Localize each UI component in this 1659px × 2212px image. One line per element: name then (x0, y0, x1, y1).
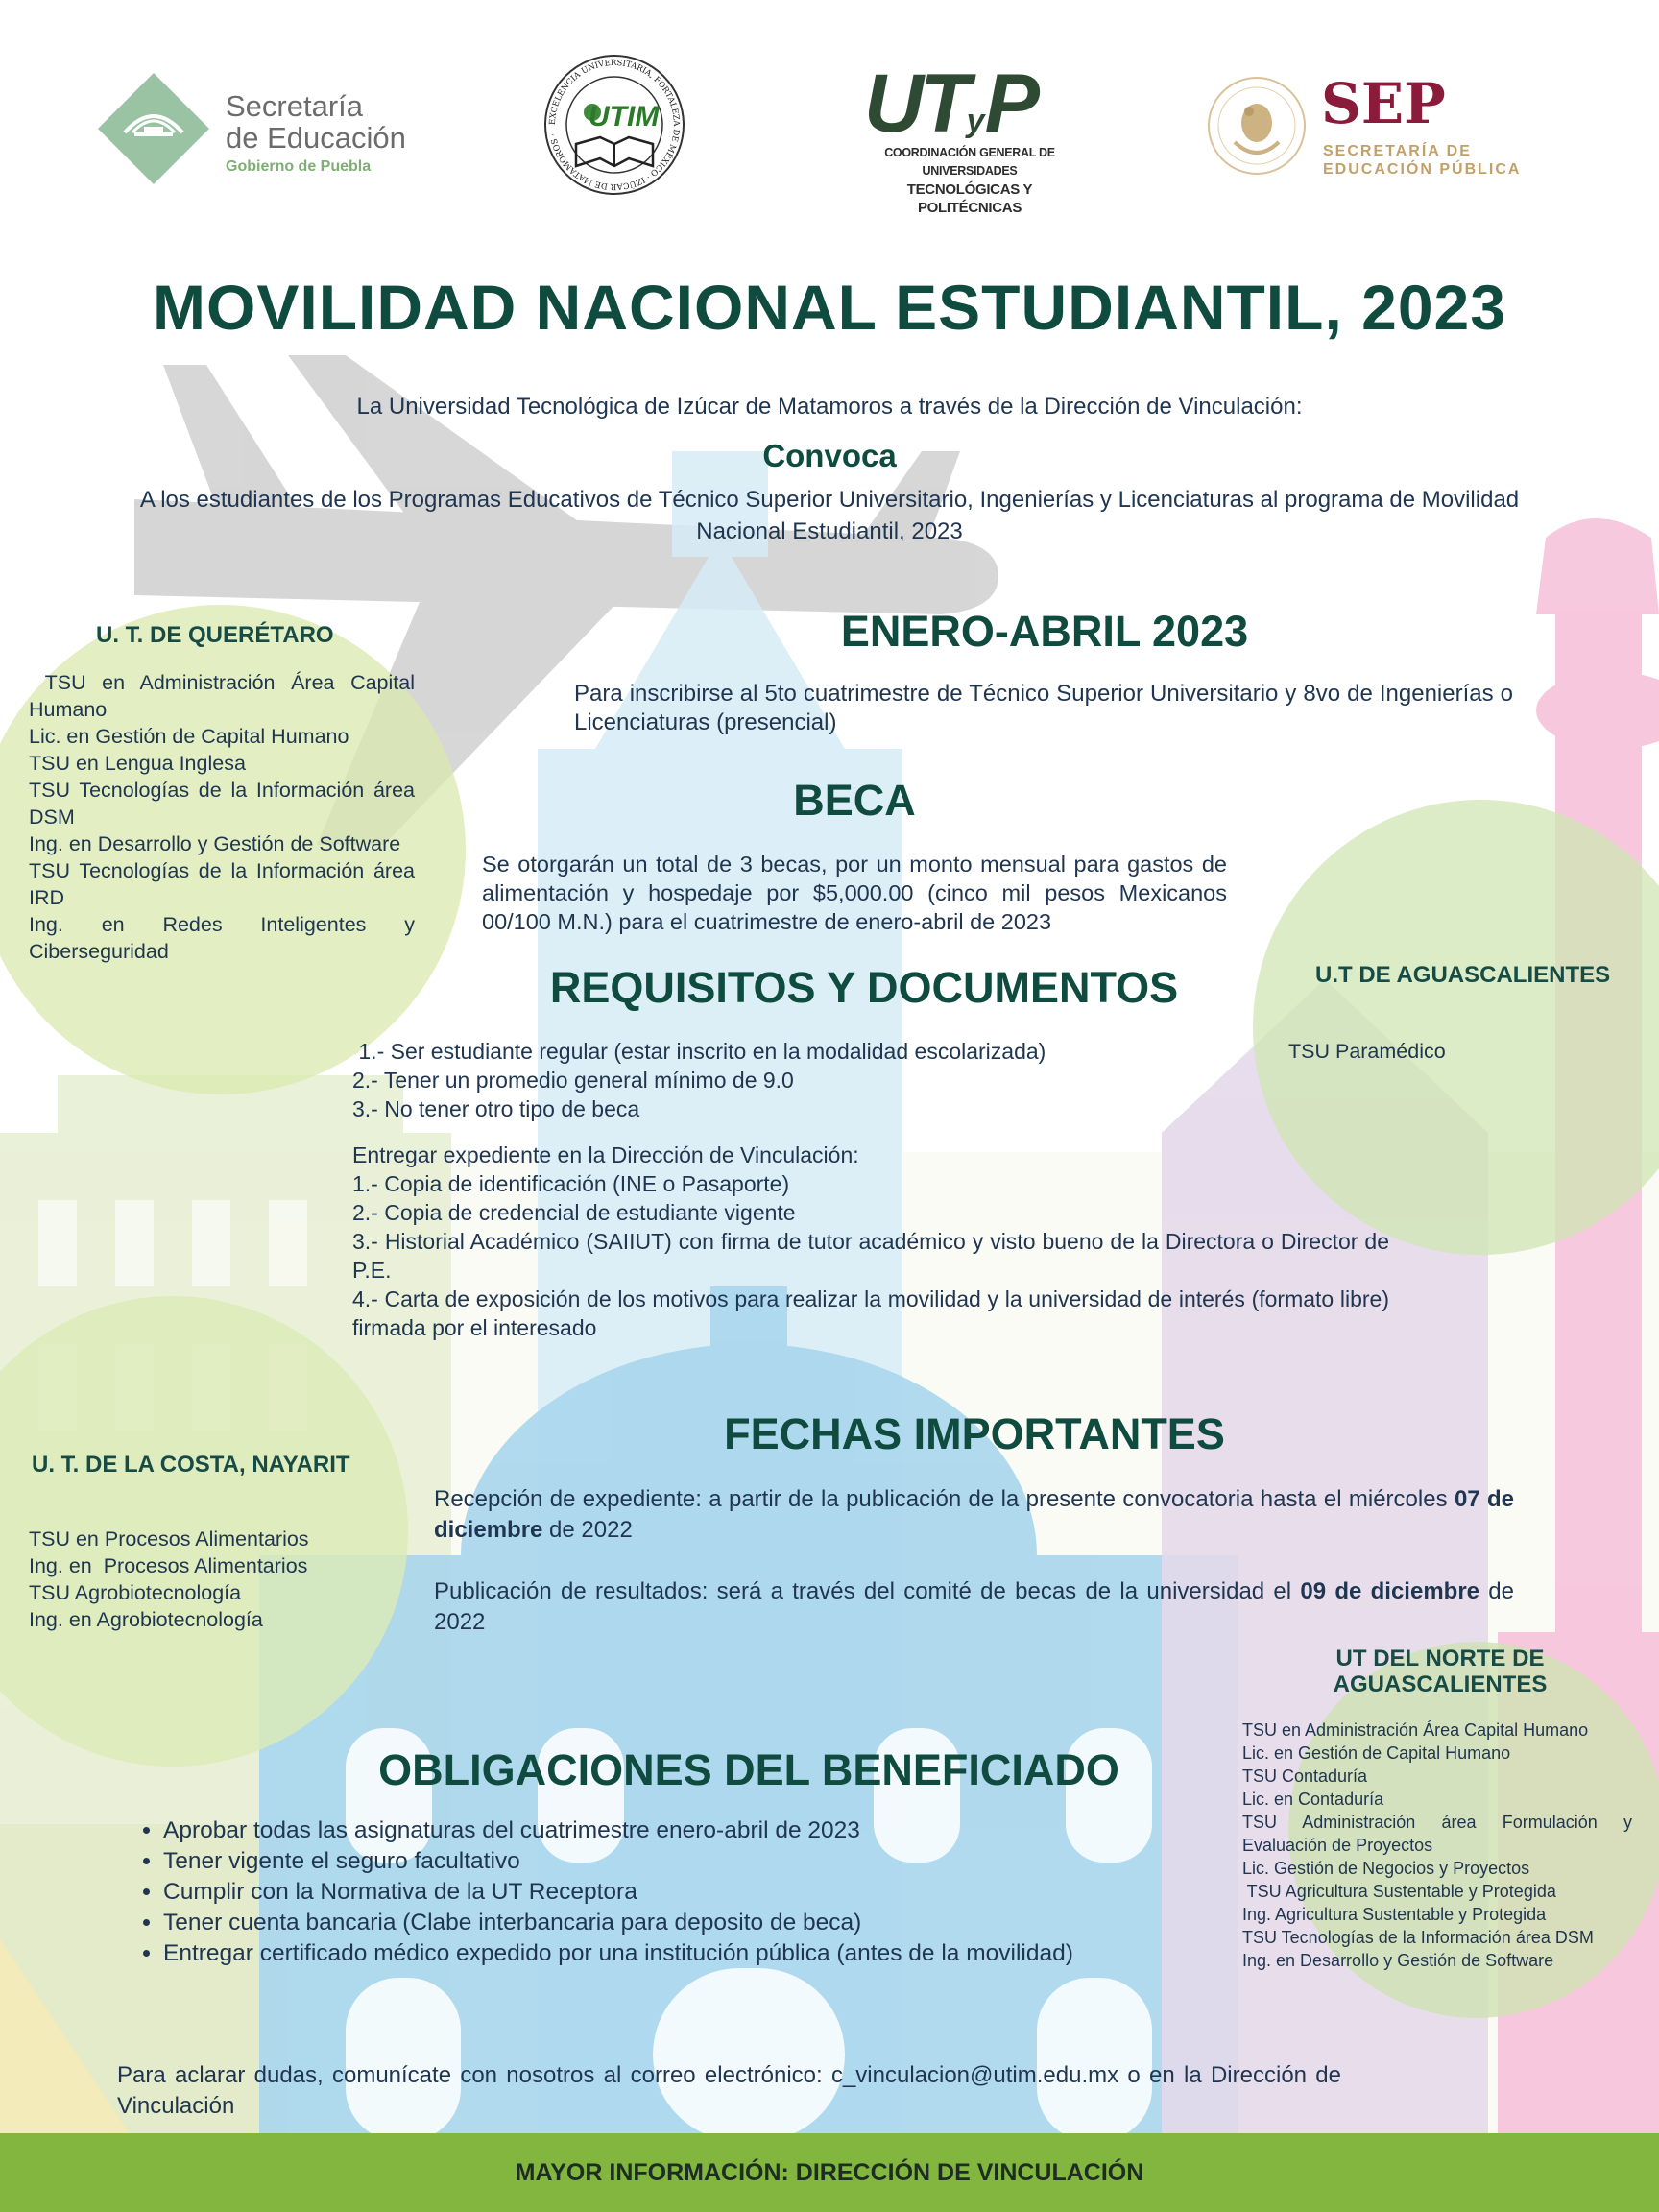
periodo-heading: ENERO-ABRIL 2023 (840, 607, 1249, 656)
sep-wordmark: SEP (1321, 71, 1446, 136)
sep-line1: SECRETARÍA DE (1323, 143, 1472, 159)
norte-heading-line1: UT DEL NORTE DE (1335, 1646, 1545, 1671)
obligacion-item: • Cumplir con la Normativa de la UT Receptora (163, 1877, 1210, 1908)
program-item: Ing. en Redes Inteligentes y Ciberseguridad (29, 913, 415, 963)
documento-item: 4.- Carta de exposición de los motivos para realizar la movilidad y la universidad de interés (formato libre) firmada por el interesado (352, 1286, 1389, 1340)
program-item: Ing. en Procesos Alimentarios (29, 1554, 308, 1577)
obligacion-item: • Tener cuenta bancaria (Clabe interbancaria para deposito de beca) (163, 1908, 1210, 1938)
program-item: TSU Contaduría (1242, 1767, 1368, 1786)
program-item: Lic. Gestión de Negocios y Proyectos (1242, 1859, 1530, 1878)
logo-secretaria-line3: Gobierno de Puebla (226, 158, 372, 175)
program-item: Ing. en Agrobiotecnología (29, 1608, 263, 1631)
norte-aguascalientes-heading (1277, 1646, 1603, 1697)
utim-ring-text: EXCELENCIA UNIVERSITARIA, FORTALEZA DE MÉXICO · IZÚCAR DE MATAMOROS · (547, 58, 682, 192)
documento-item: 3.- Historial Académico (SAIIUT) con firma de tutor académico y visto bueno de la Directora o Director de P.E. (352, 1229, 1389, 1283)
utyp-line1: COORDINACIÓN GENERAL DE UNIVERSIDADES (884, 146, 1055, 178)
nayarit-programs (29, 1526, 394, 1633)
program-item: Ing. en Desarrollo y Gestión de Software (1242, 1951, 1554, 1970)
documento-item: 1.- Copia de identificación (INE o Pasaporte) (352, 1171, 790, 1196)
program-item: TSU Tecnologías de la Información área DSM (29, 779, 415, 829)
norte-heading-line2: AGUASCALIENTES (1333, 1671, 1548, 1697)
obligacion-item: • Aprobar todas las asignaturas del cuatrimestre enero-abril de 2023 (163, 1815, 1210, 1846)
program-item: TSU Agrobiotecnología (29, 1581, 242, 1604)
page-title: MOVILIDAD NACIONAL ESTUDIANTIL, 2023 (153, 272, 1506, 343)
obligacion-item: • Entregar certificado médico expedido por una institución pública (antes de la movilidad) (163, 1938, 1210, 1969)
convoca-heading: Convoca (762, 438, 897, 473)
obligacion-item: • Tener vigente el seguro facultativo (163, 1846, 1210, 1877)
publicacion-text: Publicación de resultados: será a través del comité de becas de la universidad el (434, 1578, 1301, 1604)
program-item: TSU en Administración Área Capital Humano (29, 671, 421, 721)
program-item: TSU Agricultura Sustentable y Protegida (1242, 1882, 1556, 1901)
utyp-wordmark-y: y (966, 103, 985, 139)
logo-utyp (845, 58, 1094, 216)
recepcion-text: Recepción de expediente: a partir de la publicación de la presente convocatoria hasta el miércoles (434, 1486, 1455, 1512)
logo-sep (1206, 71, 1523, 180)
requisito-item: 2.- Tener un promedio general mínimo de 9.0 (352, 1068, 794, 1093)
queretaro-programs (29, 669, 421, 965)
expediente-intro: Entregar expediente en la Dirección de Vinculación: (352, 1142, 859, 1167)
nayarit-heading: U. T. DE LA COSTA, NAYARIT (32, 1452, 350, 1478)
queretaro-heading: U. T. DE QUERÉTARO (96, 622, 334, 648)
footer-text: MAYOR INFORMACIÓN: DIRECCIÓN DE VINCULACIÓN (515, 2159, 1144, 2186)
requisito-item: 1.- Ser estudiante regular (estar inscrito en la modalidad escolarizada) (352, 1039, 1046, 1064)
footer-bar (0, 2133, 1659, 2212)
program-item: TSU en Procesos Alimentarios (29, 1527, 309, 1551)
program-item: Lic. en Contaduría (1242, 1790, 1384, 1809)
fechas-recepcion (434, 1484, 1514, 1546)
contact-text: Para aclarar dudas, comunícate con nosotros al correo electrónico: c_vinculacion@utim.edu.mx o en la Dirección de Vinculación (117, 2062, 1341, 2119)
aguascalientes-programs (1288, 1037, 1446, 1066)
logo-secretaria-line2: de Educación (226, 121, 406, 155)
program-item: Lic. en Gestión de Capital Humano (29, 725, 349, 748)
program-item: Ing. Agricultura Sustentable y Protegida (1242, 1905, 1547, 1924)
sep-line2: EDUCACIÓN PÚBLICA (1323, 161, 1522, 178)
obligaciones-heading: OBLIGACIONES DEL BENEFICIADO (378, 1745, 1119, 1794)
program-item: TSU Tecnologías de la Información área DSM (1242, 1928, 1594, 1947)
obligaciones-list (134, 1815, 1210, 1969)
convoca-text: A los estudiantes de los Programas Educativos de Técnico Superior Universitario, Ingenierías y Licenciaturas al programa de Movilidad Nacional Estudiantil, 2023 (139, 487, 1520, 544)
program-item: Ing. en Desarrollo y Gestión de Software (29, 832, 401, 855)
aguascalientes-heading: U.T DE AGUASCALIENTES (1315, 962, 1611, 988)
utyp-wordmark-ut: UT (864, 58, 967, 150)
norte-aguascalientes-programs (1242, 1719, 1632, 1972)
fechas-heading: FECHAS IMPORTANTES (724, 1409, 1225, 1458)
secretaria-diamond-icon (96, 71, 211, 186)
logo-utim (542, 53, 686, 197)
utim-wordmark: UTIM (589, 101, 660, 132)
requisito-item: 3.- No tener otro tipo de beca (352, 1096, 640, 1121)
publicacion-date: 09 de diciembre (1300, 1578, 1480, 1604)
recepcion-year: de 2022 (542, 1517, 633, 1543)
requisitos-list (352, 1037, 1389, 1342)
mexico-coat-of-arms-icon (1206, 75, 1308, 177)
requisitos-heading: REQUISITOS Y DOCUMENTOS (549, 963, 1179, 1012)
program-item: TSU en Administración Área Capital Humano (1242, 1720, 1589, 1740)
program-item: TSU Paramédico (1288, 1040, 1446, 1063)
utyp-wordmark-p: P (984, 58, 1036, 150)
intro-text: La Universidad Tecnológica de Izúcar de Matamoros a través de la Dirección de Vinculación: (356, 394, 1303, 420)
program-item: Lic. en Gestión de Capital Humano (1242, 1743, 1511, 1763)
program-item: TSU Administración área Formulación y Evaluación de Proyectos (1242, 1813, 1632, 1855)
recepcion-date: 07 de diciembre (434, 1486, 1514, 1543)
beca-heading: BECA (793, 776, 916, 825)
logo-secretaria-educacion-puebla (96, 71, 422, 186)
periodo-text: Para inscribirse al 5to cuatrimestre de Técnico Superior Universitario y 8vo de Ingenierías o Licenciaturas (presencial) (574, 681, 1513, 735)
utim-seal-icon (542, 53, 686, 197)
program-item: TSU en Lengua Inglesa (29, 752, 246, 775)
publicacion-year: de 2022 (434, 1578, 1514, 1635)
utyp-line2: TECNOLÓGICAS Y POLITÉCNICAS (906, 181, 1033, 216)
documento-item: 2.- Copia de credencial de estudiante vigente (352, 1200, 796, 1225)
logo-secretaria-line1: Secretaría (226, 89, 364, 123)
program-item: TSU Tecnologías de la Información área IRD (29, 859, 415, 909)
fechas-publicacion (434, 1576, 1514, 1638)
beca-text: Se otorgarán un total de 3 becas, por un monto mensual para gastos de alimentación y hospedaje por $5,000.00 (cinco mil pesos Mexicanos 00/100 M.N.) para el cuatrimestre de enero-abril de 2023 (482, 852, 1227, 934)
